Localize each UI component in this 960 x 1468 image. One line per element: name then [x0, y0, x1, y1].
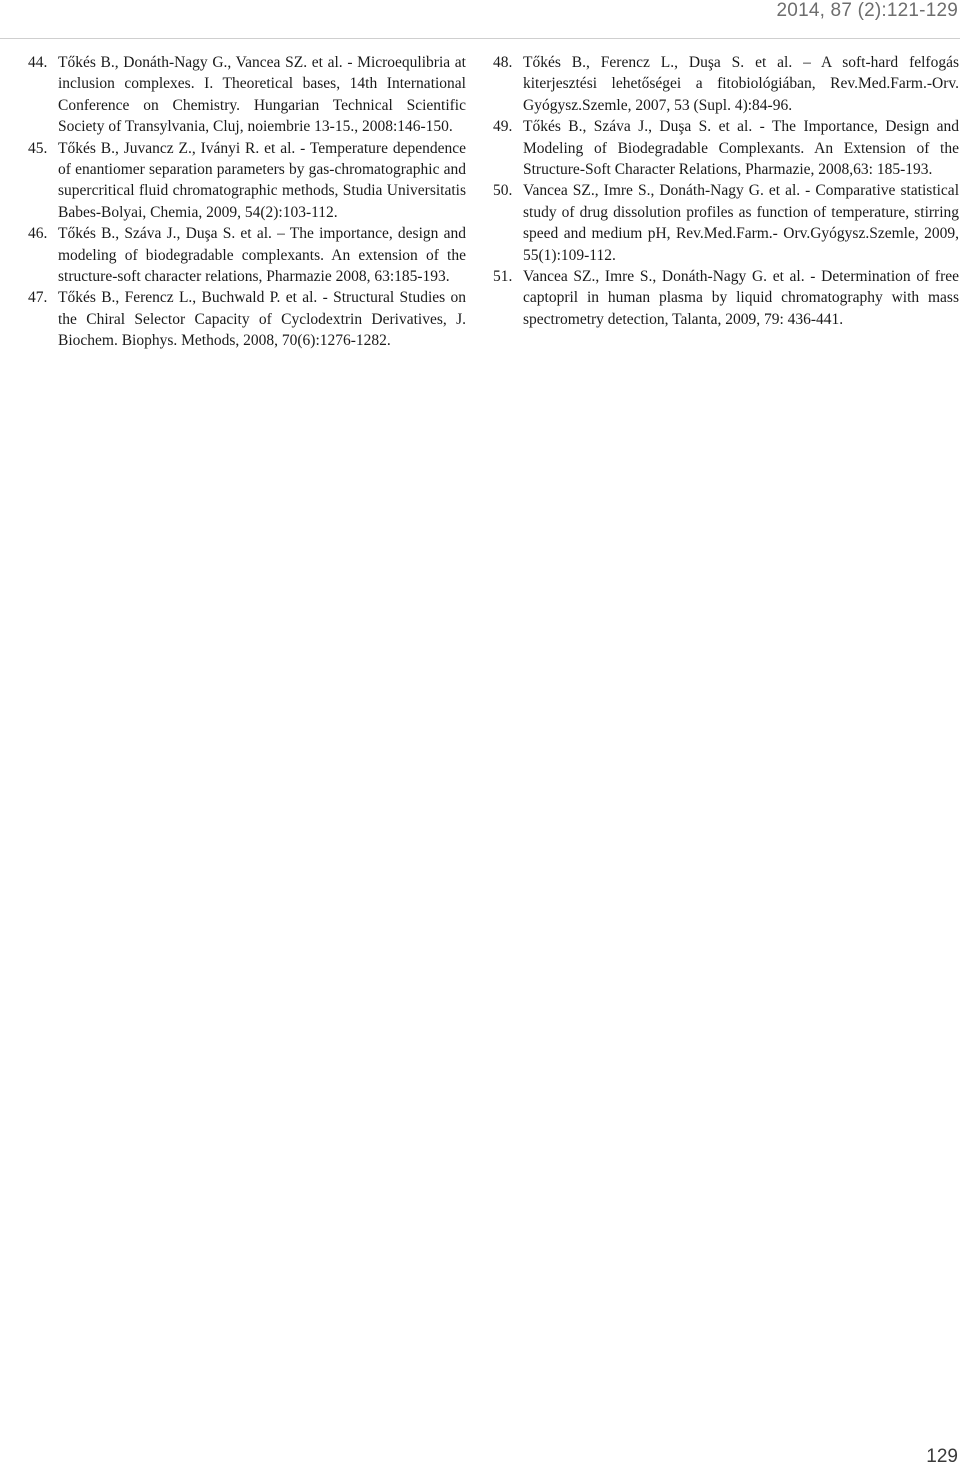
reference-number: 49. [493, 118, 513, 136]
reference-number: 48. [493, 54, 513, 71]
reference-text: Tőkés B., Száva J., Duşa S. et al. – The importance, design and modeling of biodegradable complexants. An extension of the structure-soft character relations, Pharmazie 2008, 63:185-193. [58, 225, 466, 286]
reference-item [28, 287, 466, 351]
reference-text: Tőkés B., Juvancz Z., Iványi R. et al. - Temperature dependence of enantiomer separation parameters by gas-chromatographic and supercritical fluid chromatographic methods, Studia Universitatis Babes-Bolyai, Chemia, 2009, 54(2):103-112. [58, 139, 466, 221]
reference-text: Vancea SZ., Imre S., Donáth-Nagy G. et al. - Comparative statistical study of drug dissolution profiles as function of temperature, stirring speed and medium pH, Rev.Med.Farm.- Orv.Gyógysz.Szemle, 2009, 55(1):109-112. [523, 182, 959, 264]
reference-item [28, 138, 466, 224]
page-number: 129 [926, 1446, 958, 1467]
reference-column-left [28, 52, 466, 352]
reference-item [493, 52, 959, 116]
reference-number: 45. [28, 139, 48, 157]
reference-item [493, 266, 959, 330]
reference-number: 47. [28, 289, 48, 307]
reference-item [493, 180, 959, 266]
reference-number: 50. [493, 182, 513, 200]
reference-item [28, 223, 466, 287]
journal-reference: 2014, 87 (2):121-129 [776, 0, 958, 21]
reference-number: 51. [493, 268, 513, 286]
reference-text: Tőkés B., Száva J., Duşa S. et al. - The Importance, Design and Modeling of Biodegradable Complexants. An Extension of the Structure-Soft Character Relations, Pharmazie, 2008,63: 185-193. [523, 118, 959, 179]
reference-number: 44. [28, 54, 48, 71]
header-divider [0, 38, 960, 39]
reference-number: 46. [28, 225, 48, 243]
reference-text: Tőkés B., Ferencz L., Buchwald P. et al. - Structural Studies on the Chiral Selector Capacity of Cyclodextrin Derivatives, J. Biochem. Biophys. Methods, 2008, 70(6):1276-1282. [58, 289, 466, 350]
reference-text: Tőkés B., Ferencz L., Duşa S. et al. – A soft-hard felfogás kiterjesztési lehetőségei a fitobiológiában, Rev.Med.Farm.-Orv. Gyógysz.Szemle, 2007, 53 (Supl. 4):84-96. [523, 54, 959, 114]
reference-item [28, 52, 466, 138]
reference-text: Tőkés B., Donáth-Nagy G., Vancea SZ. et al. - Microequlibria at inclusion complexes. I. Theoretical bases, 14th International Conference on Chemistry. Hungarian Technical Scientific Society of Transylvania, Cluj, noiembrie 13-15., 2008:146-150. [58, 54, 466, 136]
reference-text: Vancea SZ., Imre S., Donáth-Nagy G. et al. - Determination of free captopril in human plasma by liquid chromatography with mass spectrometry detection, Talanta, 2009, 79: 436-441. [523, 268, 959, 328]
reference-item [493, 116, 959, 180]
reference-column-right [493, 52, 959, 330]
